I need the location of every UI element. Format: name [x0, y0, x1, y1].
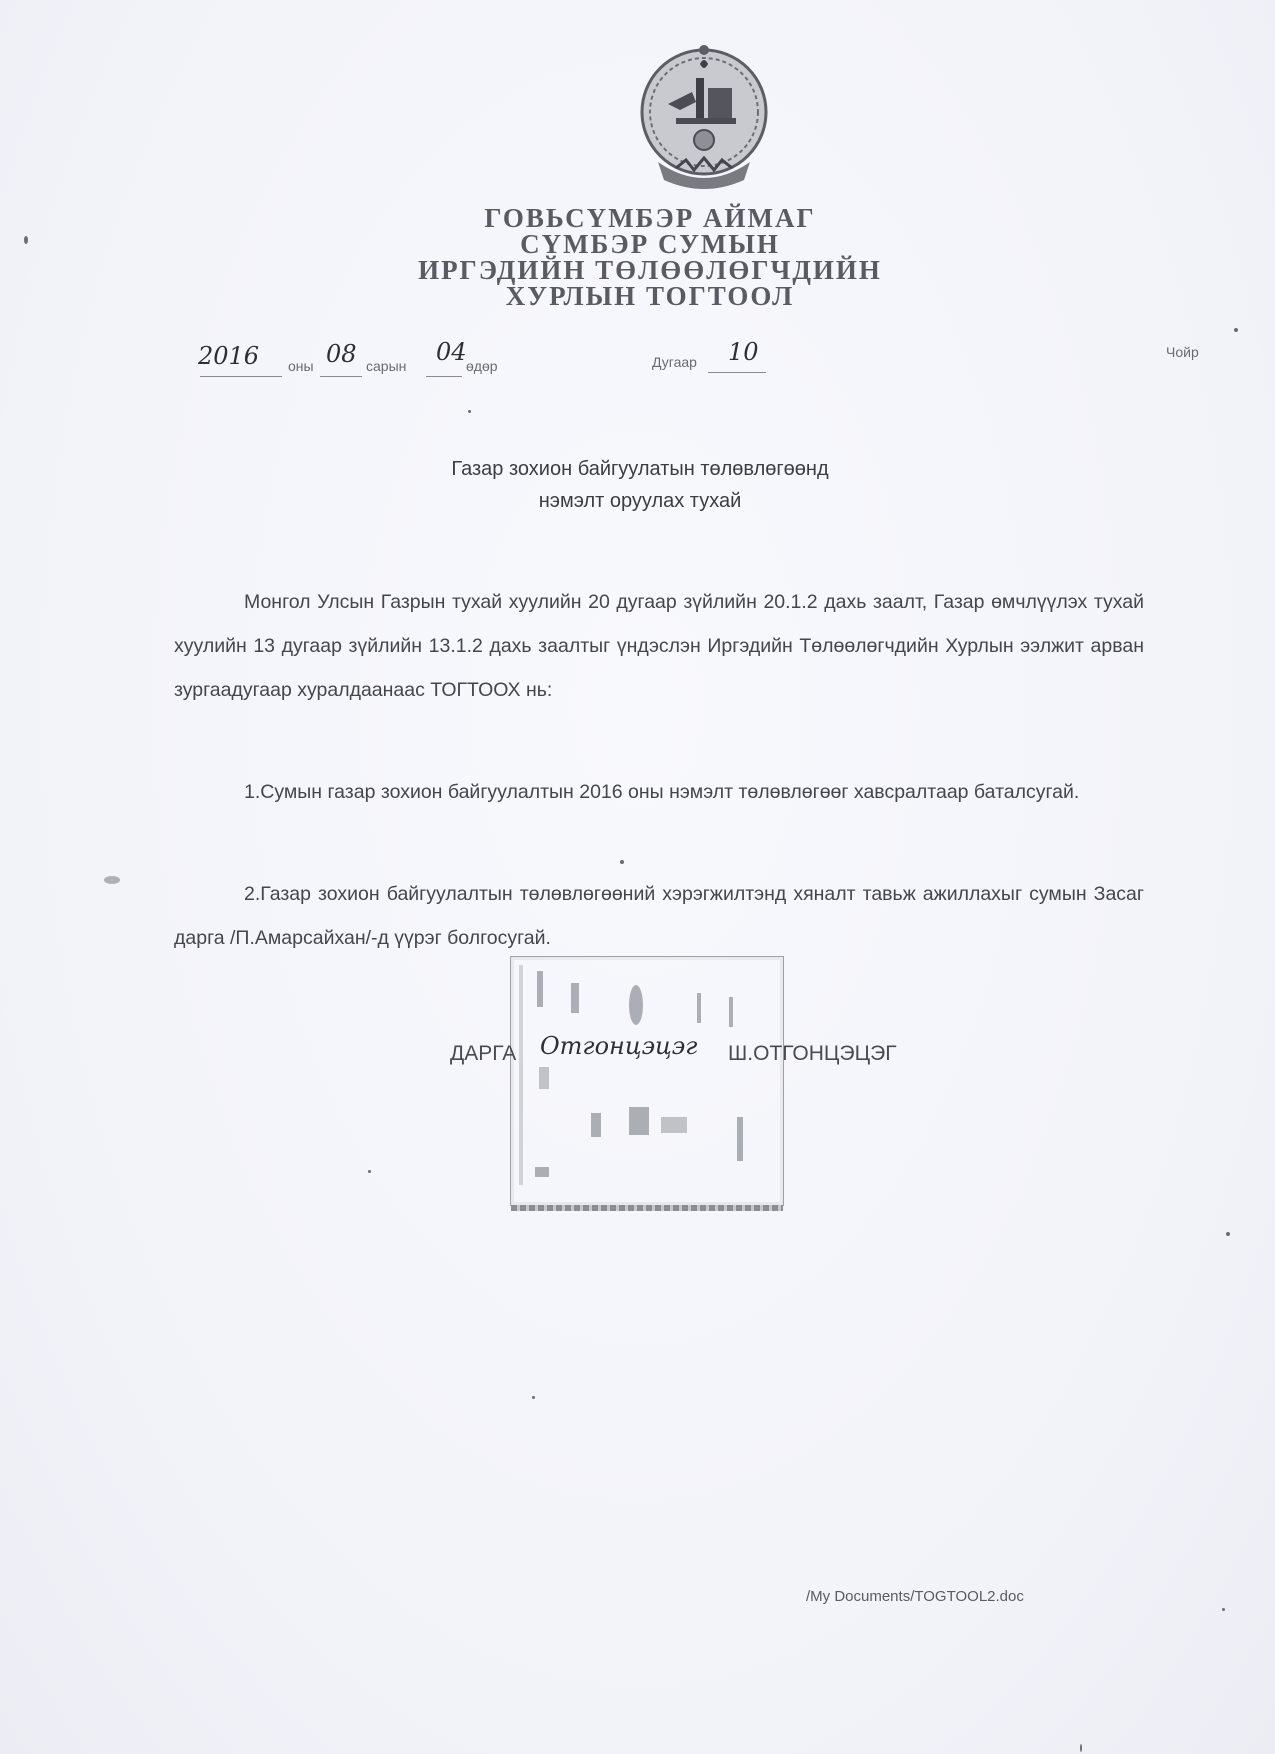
date-month-line: [320, 376, 362, 377]
header-aimag: ГОВЬСҮМБЭР АЙМАГ: [484, 203, 816, 233]
scan-speck: [1222, 1608, 1225, 1611]
scan-speck: [1080, 1744, 1082, 1752]
scan-speck: [104, 876, 120, 884]
stamp-mark: [519, 965, 523, 1185]
header-sum: СҮМБЭР СУМЫН: [520, 229, 780, 259]
official-stamp-icon: [510, 956, 784, 1206]
stamp-mark: [697, 993, 701, 1023]
stamp-border: [511, 1205, 783, 1211]
stamp-mark: [737, 1117, 743, 1161]
scan-speck: [1226, 1232, 1230, 1236]
scan-speck: [468, 410, 471, 413]
stamp-mark: [571, 983, 579, 1013]
preamble-paragraph: Монгол Улсын Газрын тухай хуулийн 20 дугаар зүйлийн 20.1.2 дахь заалт, Газар өмчлүүлэх тухай хуулийн 13 дугаар зүйлийн 13.1.2 дахь заалтыг үндэслэн Иргэдийн Төлөөлөгчдийн Хурлын ээлжит арван зургаадугаар хуралдаанаас ТОГТООХ нь:: [174, 591, 1144, 701]
number-label: Дугаар: [652, 354, 697, 370]
date-month-value: 08: [326, 340, 357, 368]
doc-title-line1: Газар зохион байгуулатын төлөвлөгөөнд: [451, 458, 829, 480]
file-path: /My Documents/TOGTOOL2.doc: [806, 1588, 1024, 1605]
date-year-label: оны: [288, 358, 314, 374]
resolution-item-1: 1.Сумын газар зохион байгуулалтын 2016 оны нэмэлт төлөвлөгөөг хавсралтаар баталсугай.: [244, 781, 1080, 803]
date-month-label: сарын: [366, 358, 407, 374]
stamp-mark: [537, 971, 543, 1007]
scan-speck: [368, 1170, 371, 1173]
stamp-mark: [661, 1117, 687, 1133]
date-day-label: өдөр: [466, 358, 498, 374]
signatory-name: Ш.ОТГОНЦЭЦЭГ: [728, 1042, 897, 1065]
signature-image: Отгонцэцэг: [540, 1032, 698, 1060]
signature-role: ДАРГА: [450, 1042, 517, 1065]
header-resolution: ХУРЛЫН ТОГТООЛ: [505, 281, 795, 311]
stamp-mark: [591, 1113, 601, 1137]
stamp-mark: [535, 1167, 549, 1177]
doc-title-line2: нэмэлт оруулах тухай: [538, 490, 742, 512]
scan-speck: [532, 1396, 535, 1399]
header-council: ИРГЭДИЙН ТӨЛӨӨЛӨГЧДИЙН: [418, 255, 882, 285]
state-emblem-icon: [636, 44, 772, 192]
stamp-mark: [729, 997, 733, 1027]
scan-speck: [1234, 328, 1238, 332]
stamp-mark: [629, 1107, 649, 1135]
date-day-value: 04: [436, 338, 467, 366]
number-value: 10: [728, 338, 759, 366]
resolution-item-2: 2.Газар зохион байгуулалтын төлөвлөгөөний хэрэгжилтэнд хяналт тавьж ажиллахыг сумын Засаг дарга /П.Амарсайхан/-д үүрэг болгосугай.: [174, 883, 1144, 949]
date-day-line: [426, 376, 462, 377]
place-label: Чойр: [1166, 344, 1199, 360]
scan-speck: [24, 236, 28, 244]
number-line: [708, 372, 766, 373]
date-year-value: 2016: [198, 342, 260, 370]
scan-speck: [620, 860, 624, 864]
stamp-mark: [539, 1067, 549, 1089]
date-year-line: [200, 376, 282, 377]
stamp-mark: [629, 985, 643, 1025]
